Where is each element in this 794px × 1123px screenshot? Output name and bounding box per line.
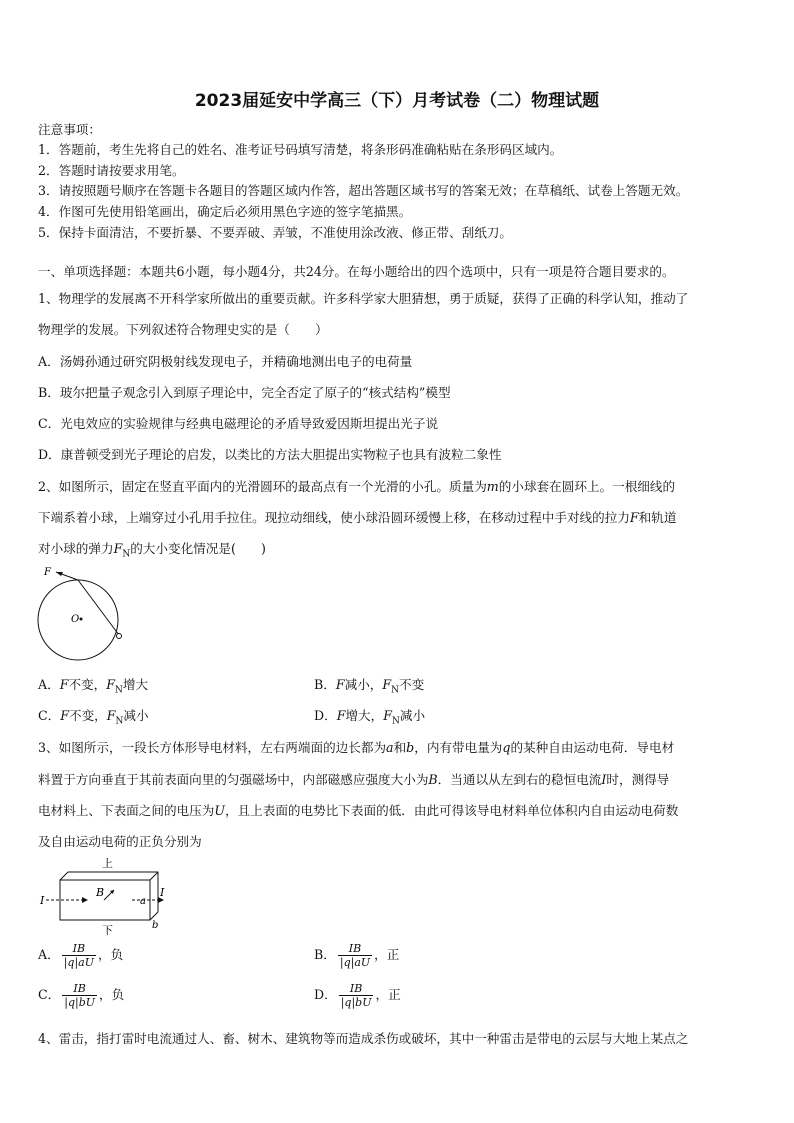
q3-option-b: B． $\frac{IB}{|q|aU}$ ，正 [314,942,400,969]
q4-stem-line1: 4、雷击，指打雷时电流通过人、畜、树木、建筑物等而造成杀伤或破坏，其中一种雷击是带电的云层与大地上某点之 [38,1031,689,1046]
q3-option-d: D． $\frac{IB}{|q|bU}$ ，正 [314,982,401,1009]
q3-stem-line2: 料置于方向垂直于其前表面向里的匀强磁场中，内部磁感应强度大小为B．当通以从左到右的稳恒电流I时，测得导 [38,772,670,787]
q3-option-a: A． $\frac{IB}{|q|aU}$ ，负 [38,942,124,969]
center-dot [80,618,83,621]
q3-stem-line3: 电材料上、下表面之间的电压为U，且上表面的电势比下表面的低．由此可得该导电材料单位体积内自由运动电荷数 [38,803,679,818]
q2-circle-figure [36,562,136,670]
ball [117,634,122,639]
q2-stem-line2: 下端系着小球，上端穿过小孔用手拉住。现拉动细线，使小球沿圆环缓慢上移，在移动过程中手对线的拉力F和轨道 [38,510,677,525]
q3-stem-line4: 及自由运动电荷的正负分别为 [38,834,202,849]
fig-label-i-right: I [160,886,165,899]
q1-option-b: B．玻尔把量子观念引入到原子理论中，完全否定了原子的“核式结构”模型 [38,385,451,400]
fig-label-o: O [71,614,80,625]
force-arrowhead [56,572,63,576]
page-title: 2023届延安中学高三（下）月考试卷（二）物理试题 [194,91,600,111]
q2-stem-line3: 对小球的弹力$F_N$的大小变化情况是( ) [38,541,266,560]
q1-stem-line2: 物理学的发展。下列叙述符合物理史实的是（ ） [38,322,328,337]
notice-item: 2．答题时请按要求用笔。 [38,163,185,178]
current-arrow-left [82,897,88,903]
q1-option-a: A．汤姆孙通过研究阴极射线发现电子，并精确地测出电子的电荷量 [38,354,413,369]
q2-option-b: B．F减小，$F_N$不变 [314,677,425,696]
q2-option-c: C．F不变，$F_N$减小 [38,708,149,727]
q1-stem-line1: 1、物理学的发展离不开科学家所做出的重要贡献。许多科学家大胆猜想，勇于质疑，获得了正确的科学认知，推动了 [38,291,689,306]
q2-stem-line1: 2、如图所示，固定在竖直平面内的光滑圆环的最高点有一个光滑的小孔。质量为m的小球套在圆环上。一根细线的 [38,479,676,494]
q2-option-a: A．F不变，$F_N$增大 [38,677,149,696]
fig-label-top: 上 [102,857,113,870]
notice-item: 5．保持卡面清洁，不要折暴、不要弄破、弄皱，不准使用涂改液、修正带、刮纸刀。 [38,225,512,240]
notice-item: 4．作图可先使用铅笔画出，确定后必须用黑色字迹的签字笔描黑。 [38,204,412,219]
q1-option-c: C．光电效应的实验规律与经典电磁理论的矛盾导致爱因斯坦提出光子说 [38,416,439,431]
notice-heading: 注意事项： [38,122,101,137]
section-heading: 一、单项选择题：本题共6小题，每小题4分，共24分。在每小题给出的四个选项中，只有一项是符合题目要求的。 [38,264,675,279]
notice-item: 3．请按照题号顺序在答题卡各题目的答题区域内作答，超出答题区域书写的答案无效；在草稿纸、试卷上答题无效。 [38,183,689,198]
fig-label-b: B [96,886,105,899]
notice-item: 1．答题前，考生先将自己的姓名、准考证号码填写清楚，将条形码准确粘贴在条形码区域内。 [38,142,563,157]
fig-label-a: a [140,896,146,907]
box-edge [150,872,158,880]
q3-conductor-figure [36,854,176,936]
fig-label-i-left: I [40,894,45,907]
box-edge [60,872,68,880]
fig-label-b-small: b [152,920,159,931]
q2-option-d: D．F增大，$F_N$减小 [314,708,426,727]
q3-option-c: C． $\frac{IB}{|q|bU}$ ，负 [38,982,125,1009]
fig-label-f: F [44,567,51,578]
fig-label-bottom: 下 [102,924,113,936]
string-line [78,580,119,635]
box-edge [150,912,158,920]
q1-option-d: D．康普顿受到光子理论的启发，以类比的方法大胆提出实物粒子也具有波粒二象性 [38,447,502,462]
q3-stem-line1: 3、如图所示，一段长方体形导电材料，左右两端面的边长都为a和b，内有带电量为q的某种自由运动电荷．导电材 [38,740,675,755]
